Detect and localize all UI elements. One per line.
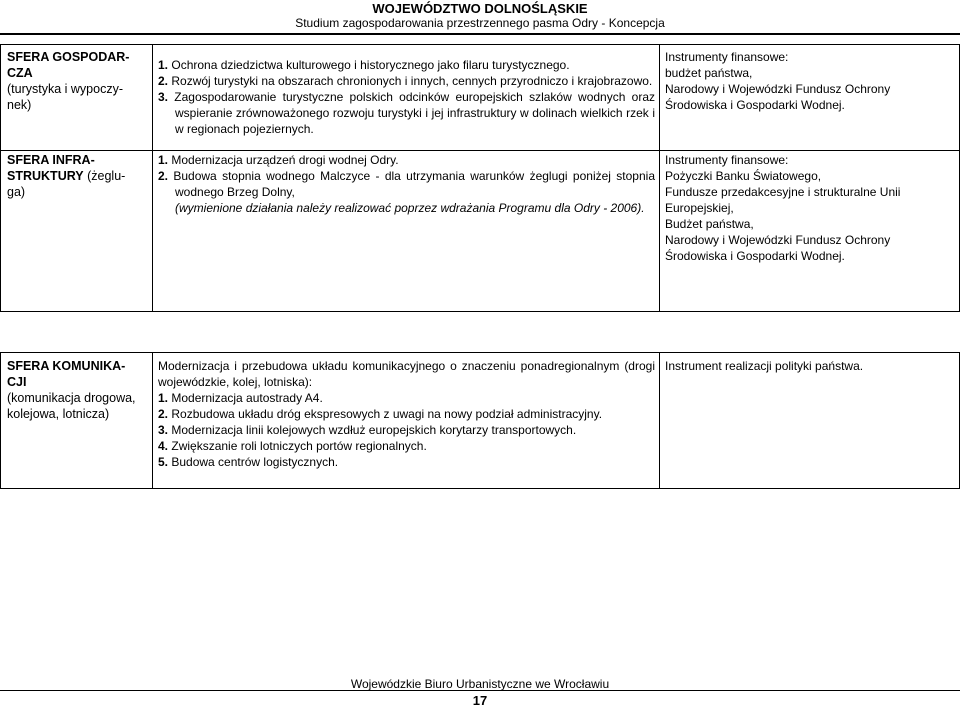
actions-cell-infrastructure <box>158 152 655 216</box>
action-item: 2. Budowa stopnia wodnego Malczyce - dla utrzymania warunków żeglugi poniżej stopnia wodnego Brzeg Dolny, <box>158 169 655 199</box>
footer-office: Wojewódzkie Biuro Urbanistyczne we Wrocławiu <box>350 677 610 691</box>
sphere-name: SFERA INFRA- <box>7 153 95 167</box>
sphere-cell-communication <box>7 358 149 422</box>
sphere-name: SFERA KOMUNIKA- <box>7 359 126 373</box>
page-header <box>0 2 960 31</box>
action-item: 1. Modernizacja urządzeń drogi wodnej Odry. <box>158 153 399 167</box>
instruments-cell-infrastructure <box>665 152 955 264</box>
instrument-line: Instrument realizacji polityki państwa. <box>665 359 864 373</box>
page-number: 17 <box>472 693 488 708</box>
header-document-title: Studium zagospodarowania przestrzennego pasma Odry - Koncepcja <box>295 16 665 30</box>
action-item: 5. Budowa centrów logistycznych. <box>158 455 339 469</box>
instrument-line: Narodowy i Wojewódzki Fundusz Ochrony Środowiska i Gospodarki Wodnej. <box>665 233 891 263</box>
sphere-name: CJI <box>7 375 27 389</box>
action-item: 2. Rozwój turystyki na obszarach chronionych i innych, cennych przyrodniczo i krajobrazowo. <box>158 74 653 88</box>
column-divider <box>659 353 660 488</box>
column-divider <box>659 45 660 311</box>
actions-cell-economy <box>158 57 655 137</box>
footer-rule <box>0 690 960 691</box>
action-item: 3. Zagospodarowanie turystyczne polskich odcinków europejskich szlaków wodnych oraz wspieranie zrównoważonego rozwoju turystyki i jej infrastruktury w dolinach wielkich rzek i w regionach pojeziernych. <box>158 90 655 136</box>
sphere-description: (komunikacja drogowa, <box>7 391 136 405</box>
actions-cell-communication <box>158 358 655 470</box>
instrument-line: Narodowy i Wojewódzki Fundusz Ochrony Środowiska i Gospodarki Wodnej. <box>665 82 891 112</box>
sphere-description: (turystyka i wypoczy- <box>7 82 123 96</box>
instrument-line: Fundusze przedakcesyjne i strukturalne Unii Europejskiej, <box>665 185 901 215</box>
action-item: 1. Ochrona dziedzictwa kulturowego i historycznego jako filaru turystycznego. <box>158 58 570 72</box>
instrument-line: Budżet państwa, <box>665 217 754 231</box>
action-item: 2. Rozbudowa układu dróg ekspresowych z uwagi na nowy podział administracyjny. <box>158 407 603 421</box>
sphere-description: nek) <box>7 98 32 112</box>
action-item: 4. Zwiększanie roli lotniczych portów regionalnych. <box>158 439 427 453</box>
sphere-cell-infrastructure <box>7 152 149 200</box>
instrument-line: Instrumenty finansowe: <box>665 50 789 64</box>
instruments-cell-economy <box>665 49 955 113</box>
column-divider <box>152 353 153 488</box>
sphere-description: (żeglu- <box>87 169 126 183</box>
sphere-name: SFERA GOSPODAR- <box>7 50 130 64</box>
sphere-name: CZA <box>7 66 33 80</box>
sphere-description: kolejowa, lotnicza) <box>7 407 110 421</box>
sphere-name: STRUKTURY <box>7 169 84 183</box>
actions-intro: Modernizacja i przebudowa układu komunikacyjnego o znaczeniu ponadregionalnym (drogi wojewódzkie, kolej, lotniska): <box>158 359 655 389</box>
action-item: 3. Modernizacja linii kolejowych wzdłuż europejskich korytarzy transportowych. <box>158 423 577 437</box>
policy-table-2 <box>0 352 960 489</box>
sphere-cell-economy <box>7 49 149 113</box>
row-divider <box>1 150 959 151</box>
instrument-line: Instrumenty finansowe: <box>665 153 789 167</box>
header-region: WOJEWÓDZTWO DOLNOŚLĄSKIE <box>372 1 588 16</box>
action-note: (wymienione działania należy realizować poprzez wdrażania Programu dla Odry - 2006). <box>175 201 645 215</box>
instruments-cell-communication <box>665 358 955 374</box>
action-item: 1. Modernizacja autostrady A4. <box>158 391 323 405</box>
policy-table-1 <box>0 44 960 312</box>
column-divider <box>152 45 153 311</box>
header-rule <box>0 33 960 35</box>
sphere-description: ga) <box>7 185 26 199</box>
instrument-line: Pożyczki Banku Światowego, <box>665 169 822 183</box>
instrument-line: budżet państwa, <box>665 66 753 80</box>
